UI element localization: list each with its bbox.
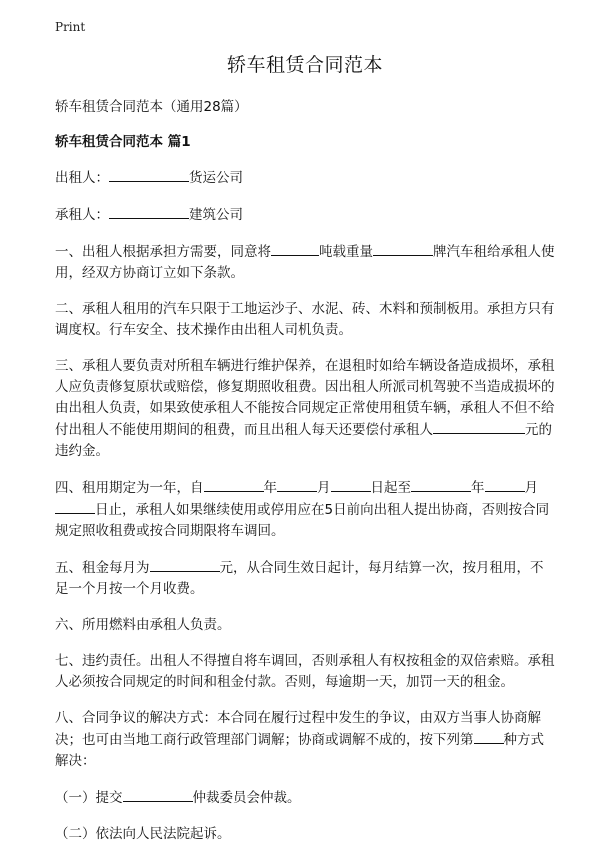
clause-7: 七、违约责任。出租人不得擅自将车调回，否则承租人有权按租金的双倍索赔。承租人必须按合同规定的时间和租金付款。否则，每逾期一天，加罚一天的租金。: [55, 653, 555, 690]
option-1-text-a: （一）提交: [55, 790, 123, 806]
clause-4-month-a: 月: [317, 480, 331, 496]
document-body: [55, 50, 555, 860]
lessor-blank: [109, 167, 189, 182]
rent-blank: [150, 557, 220, 572]
option-number-blank: [474, 729, 504, 744]
clause-6: 六、所用燃料由承租人负责。: [55, 617, 231, 633]
document-subtitle: 轿车租赁合同范本（通用28篇）: [55, 99, 248, 115]
penalty-blank: [433, 419, 525, 434]
end-year-blank: [411, 477, 471, 492]
clause-4-month-b: 月: [524, 480, 538, 496]
option-1-text-b: 仲裁委员会仲裁。: [192, 790, 301, 806]
print-link[interactable]: Print: [55, 20, 86, 34]
option-2: （二）依法向人民法院起诉。: [55, 826, 231, 842]
clause-8-text-b: 种方式解决：: [55, 732, 544, 769]
clause-3: [55, 356, 555, 462]
lessor-label: 出租人：: [55, 170, 109, 186]
clause-2: 二、承租人租用的汽车只限于工地运沙子、水泥、砖、木料和预制板用。承担方只有调度权。行车安全、技术操作由出租人司机负责。: [55, 301, 555, 338]
start-day-blank: [331, 477, 371, 492]
end-day-blank: [55, 499, 95, 514]
lessee-line: [55, 204, 555, 226]
clause-8: [55, 708, 555, 772]
clause-4-text-a: 四、租用期定为一年，自: [55, 480, 204, 496]
lessee-label: 承租人：: [55, 207, 109, 223]
lessor-line: [55, 167, 555, 189]
clause-3-text-a: 三、承租人要负责对所租车辆进行维护保养，在退租时如给车辆设备造成损坏，承租人应负责修复原状或赔偿，修复期照收租费。因出租人所派司机驾驶不当造成损坏的由出租人负责，如果致使承租人不能按合同规定正常使用租赁车辆，承租人不但不给付出租人不能使用期间的租费，而且出租人每天还要偿付承租人: [55, 358, 555, 438]
start-month-blank: [277, 477, 317, 492]
clause-1-text-a: 一、出租人根据承担方需要，同意将: [55, 244, 271, 260]
clause-4-year-b: 年: [471, 480, 485, 496]
document-title: 轿车租赁合同范本: [226, 54, 383, 76]
section-heading: 轿车租赁合同范本 篇1: [55, 134, 191, 150]
end-month-blank: [485, 477, 525, 492]
plate-blank: [373, 241, 433, 256]
lessor-suffix: 货运公司: [189, 170, 243, 186]
arbitration-blank: [123, 787, 193, 802]
clause-4-year-a: 年: [263, 480, 277, 496]
clause-8-text-a: 八、合同争议的解决方式：本合同在履行过程中发生的争议，由双方当事人协商解决；也可由当地工商行政管理部门调解；协商或调解不成的，按下列第: [55, 710, 541, 748]
clause-4-day-from: 日起至: [370, 480, 411, 496]
tonnage-blank: [271, 241, 319, 256]
clause-1: [55, 241, 555, 284]
lessee-blank: [109, 204, 189, 219]
start-year-blank: [204, 477, 264, 492]
clause-3-text-b: 元的违约金。: [55, 422, 552, 459]
clause-5-text-a: 五、租金每月为: [55, 560, 150, 576]
clause-5-text-b: 元，从合同生效日起计，每月结算一次，按月租用，不足一个月按一个月收费。: [55, 560, 544, 597]
clause-1-text-b: 吨载重量: [319, 244, 373, 260]
clause-5: [55, 557, 555, 600]
clause-4-text-b: 日止，承租人如果继续使用或停用应在5日前向出租人提出协商，否则按合同规定照收租费或按合同期限将车调回。: [55, 502, 550, 539]
clause-4: [55, 477, 555, 542]
lessee-suffix: 建筑公司: [189, 207, 243, 223]
option-1: [55, 787, 555, 809]
clause-1-text-c: 牌汽车租给承租人使用，经双方协商订立如下条款。: [55, 244, 555, 281]
